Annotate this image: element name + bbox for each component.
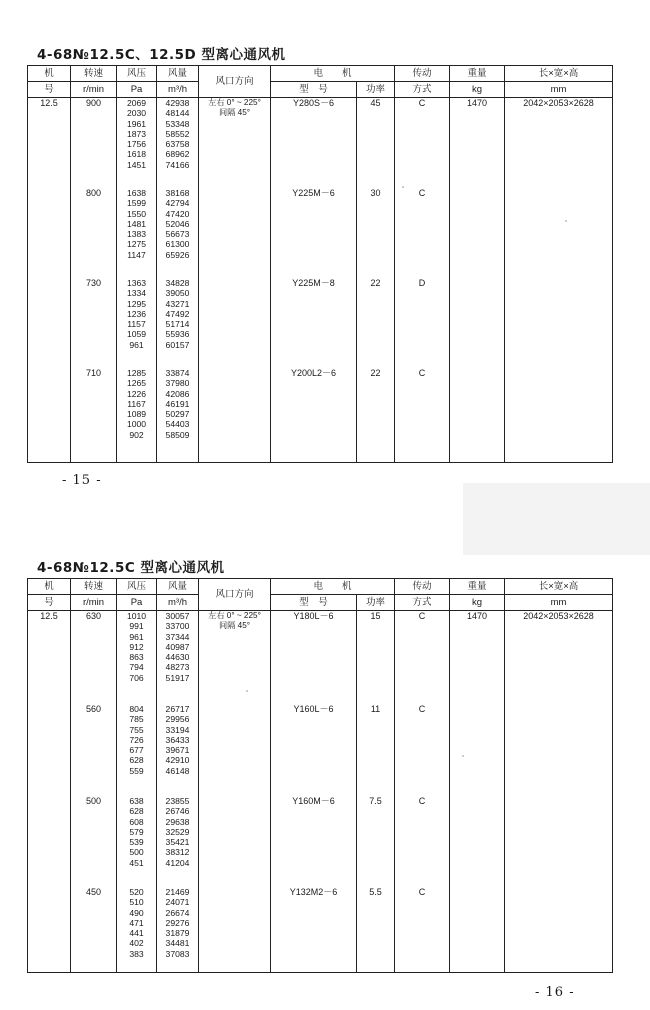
flow-group: 23855 26746 29638 32529 35421 38312 41204 xyxy=(165,796,190,868)
motor-power: 15 xyxy=(370,611,381,621)
scan-smudge xyxy=(463,483,650,555)
drive-column xyxy=(395,98,450,463)
header-flow-unit: m³/h xyxy=(157,595,199,611)
header-outlet: 风口方向 xyxy=(199,579,271,611)
header-dims-unit: mm xyxy=(505,595,613,611)
drive-column xyxy=(395,611,450,973)
flow-group: 38168 42794 47420 52046 56673 61300 65926 xyxy=(165,188,190,260)
scan-speck xyxy=(402,186,404,188)
outlet-interval: 间隔 45° xyxy=(218,108,251,117)
header-drive: 传动 xyxy=(395,66,450,82)
motor-power: 11 xyxy=(370,704,381,714)
outlet-angle: 左右 0° ~ 225° xyxy=(208,98,261,107)
section-title: 4-68№12.5C、12.5D 型离心通风机 xyxy=(37,47,286,63)
page-number: - 15 - xyxy=(62,473,102,488)
spec-table xyxy=(27,65,613,463)
header-motor-model: 型 号 xyxy=(271,595,357,611)
pressure-column xyxy=(117,611,157,973)
flow-group: 33874 37980 42086 46191 50297 54403 58509 xyxy=(165,368,190,440)
pressure-group: 520 510 490 471 441 402 383 xyxy=(129,887,144,959)
drive-type: C xyxy=(418,188,426,198)
header-model-no: 机 xyxy=(28,66,71,82)
spec-section-bottom xyxy=(27,558,612,973)
header-speed-unit: r/min xyxy=(71,82,117,98)
flow-group: 30057 33700 37344 40987 44630 48273 51917 xyxy=(165,611,190,683)
pressure-column xyxy=(117,98,157,463)
motor-model-column xyxy=(271,611,357,973)
speed-value: 560 xyxy=(85,704,102,714)
speed-value: 710 xyxy=(85,368,102,378)
weight-cell: 1470 xyxy=(450,98,505,463)
header-weight: 重量 xyxy=(450,66,505,82)
header-motor-power: 功率 xyxy=(357,82,395,98)
header-drive-2: 方式 xyxy=(395,82,450,98)
header-speed: 转速 xyxy=(71,579,117,595)
dims-cell: 2042×2053×2628 xyxy=(505,611,613,973)
motor-model: Y280S－6 xyxy=(292,98,335,108)
drive-type: C xyxy=(418,98,426,108)
pressure-group: 1638 1599 1550 1481 1383 1275 1147 xyxy=(126,188,147,260)
header-model-no-2: 号 xyxy=(28,595,71,611)
motor-power: 45 xyxy=(370,98,381,108)
flow-group: 26717 29956 33194 36433 39671 42910 46148 xyxy=(165,704,190,776)
drive-type: C xyxy=(418,368,426,378)
motor-model: Y132M2－6 xyxy=(289,887,338,897)
outlet-angle: 左右 0° ~ 225° xyxy=(208,611,261,620)
speed-value: 800 xyxy=(85,188,102,198)
section-title: 4-68№12.5C 型离心通风机 xyxy=(37,560,225,576)
outlet-cell xyxy=(199,98,271,463)
header-weight-unit: kg xyxy=(450,82,505,98)
speed-value: 450 xyxy=(85,887,102,897)
header-motor-model: 型 号 xyxy=(271,82,357,98)
header-drive-2: 方式 xyxy=(395,595,450,611)
motor-power-column xyxy=(357,98,395,463)
header-motor: 电 机 xyxy=(271,66,395,82)
header-pressure-unit: Pa xyxy=(117,595,157,611)
motor-power: 7.5 xyxy=(369,796,382,806)
header-dims: 长×宽×高 xyxy=(505,579,613,595)
pressure-group: 2069 2030 1961 1873 1756 1618 1451 xyxy=(126,98,147,170)
header-speed-unit: r/min xyxy=(71,595,117,611)
drive-type: C xyxy=(418,887,426,897)
speed-value: 900 xyxy=(85,98,102,108)
header-flow: 风量 xyxy=(157,579,199,595)
drive-type: C xyxy=(418,704,426,714)
outlet-interval: 间隔 45° xyxy=(218,621,251,630)
pressure-group: 1010 991 961 912 863 794 706 xyxy=(126,611,147,683)
scan-speck xyxy=(565,220,567,222)
weight-cell: 1470 xyxy=(450,611,505,973)
header-pressure: 风压 xyxy=(117,579,157,595)
spec-table xyxy=(27,578,613,973)
motor-model: Y160L－6 xyxy=(293,704,334,714)
motor-model: Y180L－6 xyxy=(293,611,334,621)
header-flow: 风量 xyxy=(157,66,199,82)
speed-column xyxy=(71,611,117,973)
motor-power: 22 xyxy=(370,368,381,378)
header-drive: 传动 xyxy=(395,579,450,595)
drive-type: C xyxy=(418,611,426,621)
motor-model: Y200L2－6 xyxy=(290,368,337,378)
outlet-cell xyxy=(199,611,271,973)
header-motor: 电 机 xyxy=(271,579,395,595)
header-dims-unit: mm xyxy=(505,82,613,98)
speed-value: 730 xyxy=(85,278,102,288)
flow-column xyxy=(157,98,199,463)
motor-power: 22 xyxy=(370,278,381,288)
motor-model: Y225M－6 xyxy=(292,188,335,198)
motor-model: Y225M－8 xyxy=(292,278,335,288)
model-no-cell: 12.5 xyxy=(28,98,71,463)
motor-power-column xyxy=(357,611,395,973)
flow-group: 21469 24071 26674 29276 31879 34481 37083 xyxy=(165,887,190,959)
pressure-group: 1363 1334 1295 1236 1157 1059 961 xyxy=(126,278,147,350)
header-pressure-unit: Pa xyxy=(117,82,157,98)
header-motor-power: 功率 xyxy=(357,595,395,611)
dims-cell: 2042×2053×2628 xyxy=(505,98,613,463)
motor-power: 5.5 xyxy=(369,887,382,897)
scan-speck xyxy=(246,690,248,692)
model-no-cell: 12.5 xyxy=(28,611,71,973)
flow-column xyxy=(157,611,199,973)
header-speed: 转速 xyxy=(71,66,117,82)
header-pressure: 风压 xyxy=(117,66,157,82)
header-weight-unit: kg xyxy=(450,595,505,611)
header-outlet: 风口方向 xyxy=(199,66,271,98)
header-model-no-2: 号 xyxy=(28,82,71,98)
drive-type: D xyxy=(418,278,426,288)
speed-column xyxy=(71,98,117,463)
motor-model-column xyxy=(271,98,357,463)
pressure-group: 638 628 608 579 539 500 451 xyxy=(129,796,144,868)
page-number: - 16 - xyxy=(535,985,575,1000)
drive-type: C xyxy=(418,796,426,806)
scan-speck xyxy=(462,755,464,757)
header-model-no: 机 xyxy=(28,579,71,595)
speed-value: 630 xyxy=(85,611,102,621)
header-weight: 重量 xyxy=(450,579,505,595)
speed-value: 500 xyxy=(85,796,102,806)
spec-section-top xyxy=(27,45,612,463)
flow-group: 42938 48144 53348 58552 63758 68962 74166 xyxy=(165,98,190,170)
pressure-group: 1285 1265 1226 1167 1089 1000 902 xyxy=(126,368,147,440)
header-dims: 长×宽×高 xyxy=(505,66,613,82)
pressure-group: 804 785 755 726 677 628 559 xyxy=(129,704,144,776)
header-flow-unit: m³/h xyxy=(157,82,199,98)
motor-power: 30 xyxy=(370,188,381,198)
flow-group: 34828 39050 43271 47492 51714 55936 60157 xyxy=(165,278,190,350)
motor-model: Y160M－6 xyxy=(292,796,335,806)
